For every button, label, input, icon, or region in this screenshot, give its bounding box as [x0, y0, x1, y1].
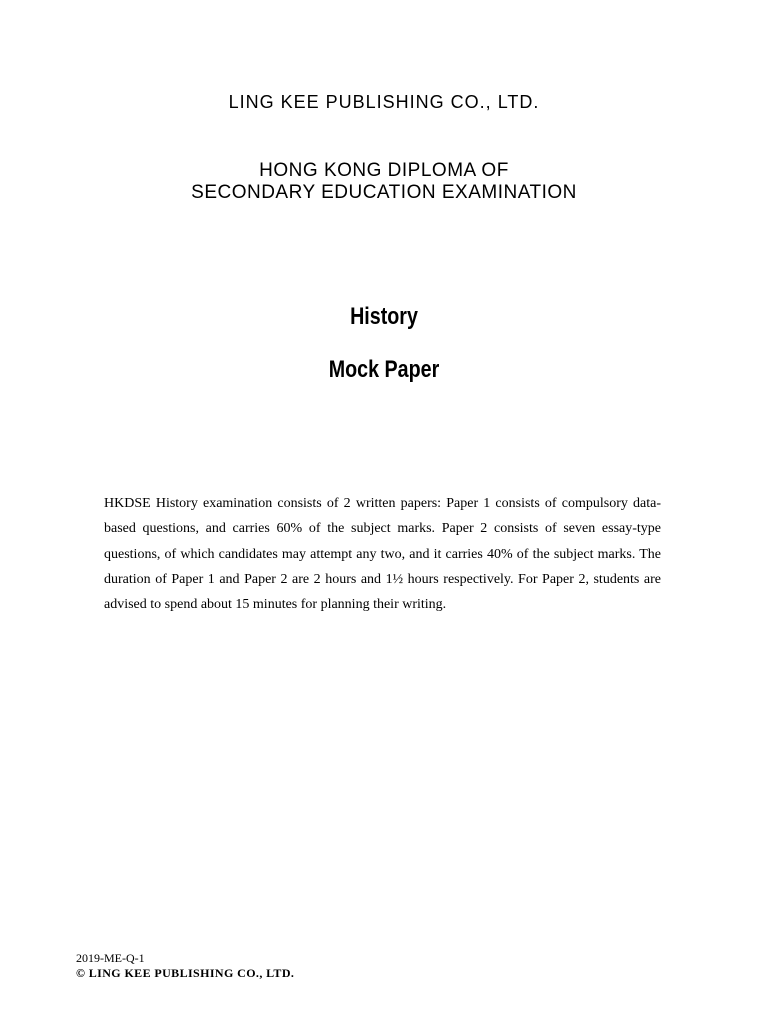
intro-paragraph: HKDSE History examination consists of 2 written papers: Paper 1 consists of compulsory data-based questions, and carries 60% of the subject marks. Paper 2 consists of seven essay-type questions, of which candidates may attempt any two, and it carries 40% of the subject marks. The duration of Paper 1 and Paper 2 are 2 hours and 1½ hours respectively. For Paper 2, students are advised to spend about 15 minutes for planning their writing. [104, 496, 661, 613]
paper-code: 2019-ME-Q-1 [76, 951, 145, 965]
paper-type: Mock Paper [328, 356, 440, 383]
subject-title: History [350, 303, 418, 330]
exam-title-line-2: SECONDARY EDUCATION EXAMINATION [191, 182, 577, 203]
copyright-notice: © LING KEE PUBLISHING CO., LTD. [76, 966, 295, 980]
footer [76, 951, 294, 981]
exam-title-line-1: HONG KONG DIPLOMA OF [259, 160, 509, 181]
publisher-name: LING KEE PUBLISHING CO., LTD. [228, 92, 540, 112]
exam-title [0, 160, 768, 204]
